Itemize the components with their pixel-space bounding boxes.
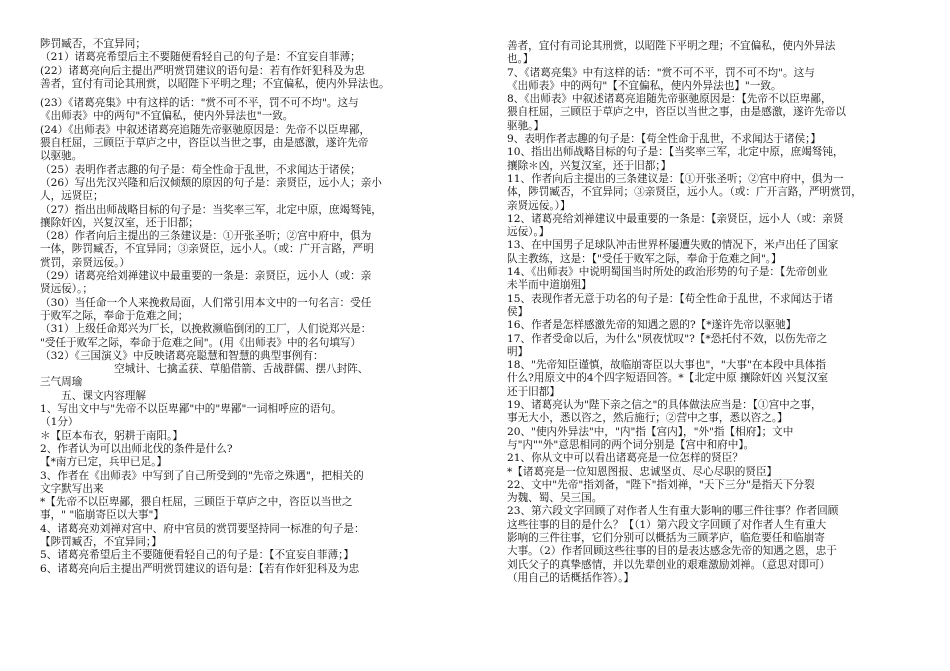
- right-column-line: 7、《诸葛亮集》中有这样的话："赏不可不平，罚不可不均"。这与: [507, 66, 815, 79]
- left-column-line: （29）诸葛亮给刘禅建议中最重要的一条是：亲贤臣，远小人（或：亲: [40, 270, 372, 283]
- left-column-line: *【先帝不以臣卑鄙，猥自枉屈，三顾臣于草庐之中，咨臣以当世之: [40, 496, 353, 509]
- right-column-line: 驱驰。】: [507, 119, 545, 132]
- left-column-line: 赏罚，亲贤远佞。）: [40, 256, 131, 269]
- left-column-line: 一体，陟罚臧否，不宜异同；③亲贤臣，远小人。（或：广开言路，严明: [40, 243, 374, 256]
- right-column-line: 也。】: [507, 53, 534, 66]
- right-column-line: 8、《出师表》中叙述诸葛亮追随先帝驱驰原因是：【先帝不以臣卑鄙，: [507, 93, 832, 106]
- right-column-line: 明】: [507, 345, 529, 358]
- left-column-line: 以驱驰。: [40, 150, 83, 163]
- right-column-line: 15、表现作者无意于功名的句子是：【苟全性命于乱世，不求闻达于诸: [507, 292, 833, 305]
- right-column-line: 亲贤远佞。）】: [507, 199, 571, 212]
- right-column-line: *【诸葛亮是一位知恩图报、忠诚坚贞、尽心尽职的贤臣】: [507, 465, 778, 478]
- left-column-line: 空城计、七擒孟获、草船借箭、舌战群儒、摆八封阵、: [40, 363, 369, 376]
- right-column-line: 事无大小，悉以咨之，然后施行；②营中之事，悉以咨之。】: [507, 412, 788, 425]
- left-column-line: （25）表明作者志趣的句子是：苟全性命于乱世，不求闻达于诸侯；: [40, 163, 361, 176]
- left-column-line: （21）诸葛亮希望后主不要随便看轻自己的句子是：不宜妄自菲薄；: [40, 51, 361, 64]
- right-column-line: 22、文中"先帝"指刘备，"陛下"指刘禅，"天下三分"是指天下分裂: [507, 478, 815, 491]
- left-column-line: (22）诸葛亮向后主提出严明赏罚建议的语句是：若有作奸犯科及为忠: [40, 64, 365, 77]
- left-column-line: 人，远贤臣；: [40, 190, 104, 203]
- right-column-line: 21、你从文中可以看出诸葛亮是一位怎样的贤臣？: [507, 452, 743, 465]
- right-column-line: 16、作者是怎样感激先帝的知遇之恩的?【*遂许先帝以驱驰】: [507, 319, 797, 332]
- left-column-line: 于败军之际，奉命于危难之间；: [40, 309, 189, 322]
- left-column-line: （30）当任命一个人来挽救局面，人们常引用本文中的一句名言：受任: [40, 296, 372, 309]
- right-column-line: 10、指出出师战略目标的句子是：【当奖率三军，北定中原，庶竭驽钝，: [507, 146, 844, 159]
- right-column-line: 远佞）。】: [507, 226, 550, 239]
- left-column-line: ＊【臣本布衣，躬耕于南阳。】: [40, 429, 184, 442]
- left-column-line: （31）上级任命郑兴为厂长，以挽救濒临倒闭的工厂，人们说郑兴是：: [40, 323, 372, 336]
- right-column-line: 18、"先帝知臣谨慎，故临崩寄臣以大事也"，"大事"在本段中具体指: [507, 359, 826, 372]
- left-column-line: 《出师表》中的两句"不宜偏私，使内外异法也"一致。: [40, 110, 294, 123]
- right-column-line: 善者，宜付有司论其刑赏，以昭陛下平明之理；不宜偏私，使内外异法: [507, 40, 836, 52]
- right-column-line: 14、《出师表》中说明蜀国当时所处的政治形势的句子是：【先帝创业: [507, 266, 828, 279]
- right-column-line: 与"内""外"意思相同的两个词分别是【宫中和府中】。: [507, 438, 755, 451]
- left-column-line: 文字默写出来: [40, 482, 104, 495]
- right-column-line: 体，陟罚臧否，不宜异同；③亲贤臣，远小人。（或：广开言路，严明赏罚，: [507, 186, 862, 199]
- right-column-line: 为魏、蜀、吴三国。: [507, 492, 603, 505]
- right-column-line: 大事。（2）作者回顾这些往事的目的是表达感念先帝的知遇之恩，忠于: [507, 545, 837, 558]
- right-column-line: 刘氏父子的真挚感情，并以先辈创业的艰难激励刘禅。（意思对即可）: [507, 558, 831, 571]
- right-column-line: 未半而中道崩殂】: [507, 279, 592, 292]
- left-column-line: 猥自枉屈，三顾臣于草庐之中，咨臣以当世之事，由是感激，遂许先帝: [40, 137, 369, 150]
- left-column: [40, 38, 460, 576]
- left-column-line: 攘除奸凶，兴复汉室，还于旧都；: [40, 216, 199, 229]
- left-column-line: 3、作者在《出师表》中写到了自己所受到的"先帝之殊遇"，把相关的: [40, 469, 364, 482]
- right-column-line: 23、第六段文字回顾了对作者人生有重大影响的哪三件往事？作者回顾: [507, 505, 839, 518]
- right-column: [507, 40, 919, 585]
- right-column-line: 侯】: [507, 305, 529, 318]
- left-column-line: 4、诸葛亮劝刘禅对宫中、府中官员的赏罚要坚持同一标准的句子是：: [40, 522, 365, 535]
- left-column-line: 【陟罚臧否，不宜异同；】: [40, 535, 162, 548]
- left-column-line: 贤远佞）。；: [40, 283, 93, 296]
- right-column-line: 17、作者受命以后，为什么"夙夜忧叹"?【*恐托付不效，以伤先帝之: [507, 332, 828, 345]
- right-column-line: 《出师表》中的两句"【不宜偏私，使内外异法也】"一致。: [507, 79, 782, 92]
- left-column-line: 6、诸葛亮向后主提出严明赏罚建议的语句是：【若有作奸犯科及为忠: [40, 562, 360, 575]
- right-column-line: 攘除＊凶，兴复汉室，还于旧都；】: [507, 159, 672, 172]
- right-column-line: 队主教练，这是：【"受任于败军之际，奉命于危难之间"。】: [507, 252, 782, 265]
- left-column-line: 五、课文内容理解: [40, 389, 146, 402]
- right-column-line: （用自己的话概括作答）。】: [507, 571, 635, 584]
- right-column-line: 13、在中国男子足球队冲击世界杯屡遭失败的情况下，米卢出任了国家: [507, 239, 839, 252]
- right-column-line: 还于旧都】: [507, 385, 560, 398]
- right-column-line: 什么?用原文中的4个四字短语回答。*【北定中原 攘除奸凶 兴复汉室: [507, 372, 829, 385]
- right-column-line: 猥自枉屈，三顾臣于草庐之中，咨臣以当世之事，由是感激，遂许先帝以: [507, 106, 846, 119]
- left-column-line: 善者，宜付有司论其刑赏，以昭陛下平明之理；不宜偏私，使内外异法也。: [40, 77, 390, 90]
- left-column-line: 2、作者认为可以出师北伐的条件是什么?: [40, 442, 233, 455]
- left-column-line: 事，" "临崩寄臣以大事"】: [40, 509, 164, 522]
- right-column-line: 19、诸葛亮认为"陛下亲之信之"的具体做法应当是：【①宫中之事，: [507, 399, 822, 412]
- right-column-line: 影响的三件往事，它们分别可以概括为三顾茅庐，临危要任和临崩寄: [507, 531, 825, 544]
- left-column-line: 5、诸葛亮希望后主不要随便看轻自己的句子是：【不宜妄自菲薄；】: [40, 549, 354, 562]
- left-column-line: (24）《出师表》中叙述诸葛亮追随先帝驱驰原因是：先帝不以臣卑鄙，: [40, 123, 371, 136]
- left-column-line: 【*南方已定，兵甲已足。】: [40, 456, 168, 469]
- left-column-line: （28）作者向后主提出的三条建议是：①开张圣听；②宫中府中，俱为: [40, 230, 372, 243]
- right-column-line: 11、作者向后主提出的三条建议是：【①开张圣听；②宫中府中，俱为一: [507, 172, 844, 185]
- left-column-line: （26）写出先汉兴隆和后汉倾颓的原因的句子是：亲贤臣，远小人；亲小: [40, 176, 382, 189]
- left-column-line: 三气周瑜: [40, 376, 83, 389]
- left-column-line: (23）《诸葛亮集》中有这样的话："赏不可不平，罚不可不均"。这与: [40, 97, 359, 110]
- left-column-line: （27）指出出师战略目标的句子是：当奖率三军，北定中原，庶竭驽钝，: [40, 203, 382, 216]
- left-column-line: （1分）: [40, 416, 79, 429]
- right-column-line: 9、表明作者志趣的句子是：【苟全性命于乱世，不求闻达于诸侯；】: [507, 133, 821, 146]
- left-column-line: 陟罚臧否，不宜异同；: [40, 38, 146, 50]
- left-column-line: 1、写出文中与"先帝不以臣卑鄙"中的"卑鄙"一词相呼应的语句。: [40, 403, 342, 416]
- right-column-line: 这些往事的目的是什么？【（1）第六段文字回顾了对作者人生有重大: [507, 518, 827, 531]
- right-column-line: 20、"使内外异法"中，"内"指【宫内】，"外"指【相府】；文中: [507, 425, 794, 438]
- left-column-line: "受任于败军之际，奉命于危难之间"。(用《出师表》中的名句填写）: [40, 336, 362, 349]
- left-column-line: （32）《三国演义》中反映诸葛亮聪慧和智慧的典型事例有：: [40, 349, 324, 362]
- right-column-line: 12、诸葛亮给刘禅建议中最重要的一条是：【亲贤臣，远小人（或：亲贤: [507, 212, 844, 225]
